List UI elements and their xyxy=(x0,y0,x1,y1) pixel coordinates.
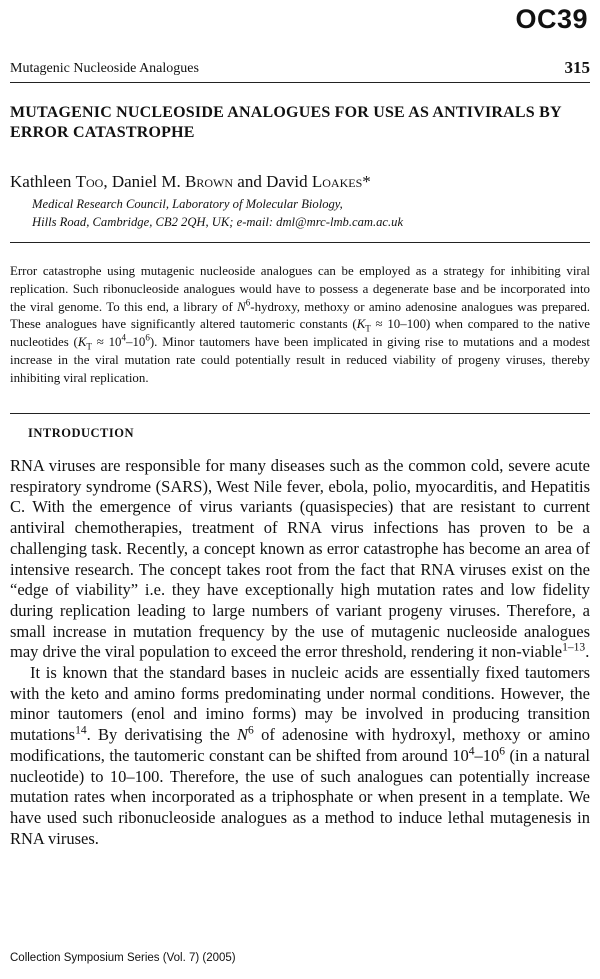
abstract-text xyxy=(10,263,590,388)
affiliation-line: Medical Research Council, Laboratory of Molecular Biology, xyxy=(32,197,343,211)
superscript: 6 xyxy=(145,332,150,343)
author-conjunction: and xyxy=(237,172,262,191)
article-code: OC39 xyxy=(515,4,588,34)
abstract-segment: -hydroxy, methoxy or amino adenosine analogues was prepared. These analogues have significantly altered tautomeric constants ( xyxy=(10,299,590,332)
author-surname: Loakes xyxy=(311,172,363,191)
subscript: T xyxy=(365,323,371,334)
paragraph-segment: . By derivatising the xyxy=(86,725,238,745)
reference-citation: 1–13 xyxy=(562,641,586,654)
running-header xyxy=(10,58,590,83)
k-letter: K xyxy=(77,335,87,350)
affiliation-line: Hills Road, Cambridge, CB2 2QH, UK; e-mail: dml@mrc-lmb.cam.ac.uk xyxy=(32,215,404,229)
page-number: 315 xyxy=(564,58,590,77)
introduction-body xyxy=(10,456,590,849)
n6-letter: N xyxy=(237,299,246,314)
author-separator: , xyxy=(103,172,108,191)
superscript: 6 xyxy=(499,745,506,758)
affiliation xyxy=(32,195,403,231)
paragraph xyxy=(10,663,590,849)
abstract-bottom-rule xyxy=(10,413,590,414)
article-title: MUTAGENIC NUCLEOSIDE ANALOGUES FOR USE AS ANTIVIRALS BY ERROR CATASTROPHE xyxy=(10,104,562,141)
author-first-name: David xyxy=(266,172,308,191)
running-head-title: Mutagenic Nucleoside Analogues xyxy=(10,61,199,76)
k-letter: K xyxy=(356,317,366,332)
paragraph-segment: . xyxy=(585,642,590,662)
subscript: T xyxy=(86,341,92,352)
abstract xyxy=(10,263,590,388)
abstract-segment: ≈ 10–100) when compared to the native nucleotides ( xyxy=(10,317,590,350)
author-surname: Too xyxy=(75,172,104,191)
abstract-segment: ). Minor tautomers have been implicated in giving rise to mutations and a modest increase in the viral mutation rate could potentially result in reduced viability of progeny viruses, thereby inhibiting viral replication. xyxy=(10,335,590,385)
abstract-segment: ≈ 10 xyxy=(91,335,122,350)
superscript: 6 xyxy=(248,724,254,737)
author-list xyxy=(10,172,371,192)
author-first-name: Daniel M. xyxy=(111,172,181,191)
paragraph-segment: of adenosine with hydroxyl, methoxy or amino modifications, the tautomeric constant can be shifted from around 10 xyxy=(10,725,590,765)
footer-citation: Collection Symposium Series (Vol. 7) (2005) xyxy=(10,952,236,964)
abstract-segment: Error catastrophe using mutagenic nucleoside analogues can be employed as a strategy for inhibiting viral replication. Such ribonucleoside analogues would have to possess a degenerate base and be incorporated into the viral genome. To this end, a library of xyxy=(10,264,590,314)
abstract-top-rule xyxy=(10,242,590,243)
superscript: 6 xyxy=(245,297,251,308)
author-first-name: Kathleen xyxy=(10,172,72,191)
superscript: 4 xyxy=(121,332,127,343)
paragraph-segment: –10 xyxy=(474,745,500,765)
paragraph xyxy=(10,456,590,663)
reference-citation: 14 xyxy=(75,724,87,737)
corresponding-author-mark: * xyxy=(362,172,371,191)
superscript: 4 xyxy=(468,745,475,758)
paragraph-segment: RNA viruses are responsible for many diseases such as the common cold, severe acute respiratory syndrome (SARS), West Nile fever, ebola, polio, myocarditis, and Hepatitis C. With the emergence of virus variants (quasispecies) that are resistant to current antiviral chemotherapies, treatment of RNA virus infections has proven to be a challenging task. Recently, a concept known as error catastrophe has become an area of intensive research. The concept takes root from the fact that RNA viruses exist on the “edge of viability” i.e. they have exceptionally high mutation rates and low fidelity during replication leading to large numbers of variant progeny viruses. Therefore, a small increase in mutation frequency by the use of mutagenic nucleoside analogues may drive the viral population to exceed the error threshold, rendering it non-viable xyxy=(10,456,590,662)
paragraph-segment: It is known that the standard bases in nucleic acids are essentially fixed tautomers with the keto and amino forms predominating under normal conditions. However, the minor tautomers (enol and imino forms) may be involved in producing transition mutations xyxy=(10,663,590,745)
abstract-segment: –10 xyxy=(126,335,146,350)
section-heading: INTRODUCTION xyxy=(28,426,135,440)
paragraph-segment: (in a natural nucleotide) to 10–100. Therefore, the use of such analogues can potentially increase mutation rates when incorporated as a triphosphate or when present in a template. We have used such ribonucleoside analogues as a method to induce lethal mutagenesis in RNA viruses. xyxy=(10,745,590,848)
n6-letter: N xyxy=(237,725,249,745)
author-surname: Brown xyxy=(185,172,234,191)
